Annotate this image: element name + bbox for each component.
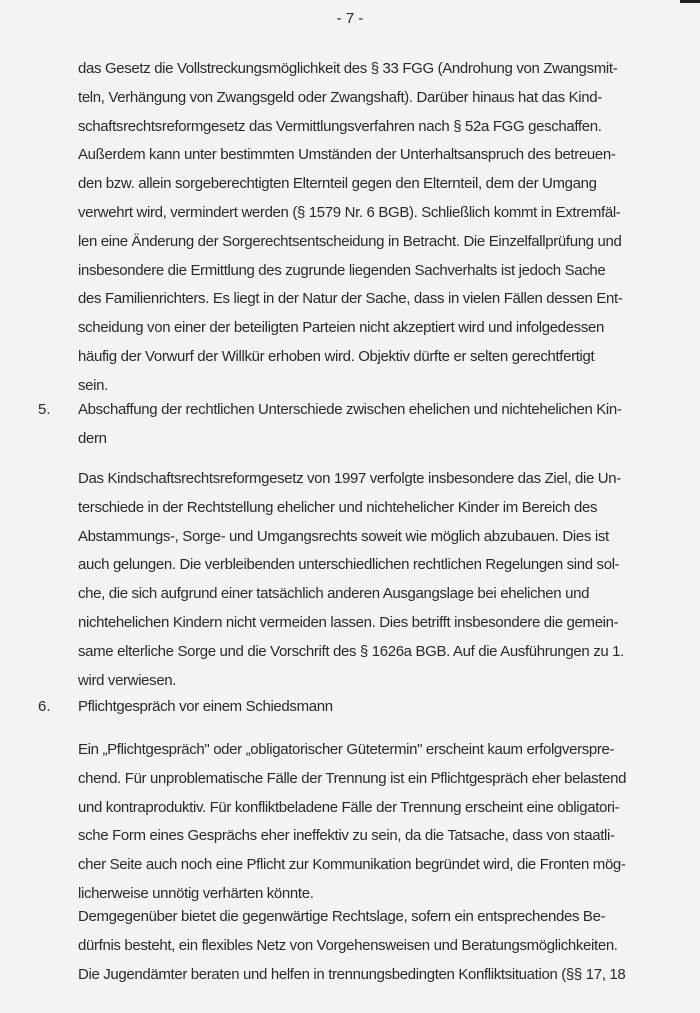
paragraph-line: Außerdem kann unter bestimmten Umständen der Unterhaltsanspruch des betreuen- xyxy=(78,146,616,164)
paragraph-line: den bzw. allein sorgeberechtigten Elternteil gegen den Elternteil, dem der Umgang xyxy=(78,175,597,193)
paragraph-line: des Familienrichters. Es liegt in der Natur der Sache, dass in vielen Fällen dessen Ent- xyxy=(78,290,623,308)
section-heading-line: Abschaffung der rechtlichen Unterschiede zwischen ehelichen und nichtehelichen Kin- xyxy=(78,401,622,418)
section-number: 6. xyxy=(38,698,51,715)
paragraph-line: licherweise unnötig verhärten könnte. xyxy=(78,885,314,902)
paragraph-line: Demgegenüber bietet die gegenwärtige Rechtslage, sofern ein entsprechendes Be- xyxy=(78,908,606,925)
section-heading-line: dern xyxy=(78,429,107,447)
paragraph-line: Ein „Pflichtgespräch" oder „obligatorischer Gütetermin" erscheint kaum erfolgverspre- xyxy=(78,741,615,758)
page-number: - 7 - xyxy=(336,10,364,27)
paragraph-line: terschiede in der Rechtstellung ehelicher und nichtehelicher Kinder im Bereich des xyxy=(78,498,598,516)
paragraph-line: wird verwiesen. xyxy=(78,671,177,689)
paragraph-line: teln, Verhängung von Zwangsgeld oder Zwangshaft). Darüber hinaus hat das Kind- xyxy=(78,88,602,106)
scan-edge xyxy=(680,0,700,3)
paragraph-line: sche Form eines Gesprächs eher ineffektiv zu sein, da die Tatsache, dass von staatli- xyxy=(78,827,615,845)
paragraph-line: dürfnis besteht, ein flexibles Netz von Vorgehensweisen und Beratungsmöglichkeiten. xyxy=(78,936,618,954)
paragraph-line: scheidung von einer der beteiligten Parteien nicht akzeptiert wird und infolgedessen xyxy=(78,319,604,337)
paragraph-line: chend. Für unproblematische Fälle der Trennung ist ein Pflichtgespräch eher belastend xyxy=(78,769,627,787)
paragraph-line: auch gelungen. Die verbleibenden unterschiedlichen rechtlichen Regelungen sind sol- xyxy=(78,556,620,574)
paragraph-line: len eine Änderung der Sorgerechtsentscheidung in Betracht. Die Einzelfallprüfung und xyxy=(78,232,622,250)
paragraph-line: che, die sich aufgrund einer tatsächlich anderen Ausgangslage bei ehelichen und xyxy=(78,585,590,603)
paragraph-line: same elterliche Sorge und die Vorschrift des § 1626a BGB. Auf die Ausführungen zu 1. xyxy=(78,642,624,660)
paragraph-line: das Gesetz die Vollstreckungsmöglichkeit des § 33 FGG (Androhung von Zwangsmit- xyxy=(78,60,618,77)
paragraph-line: Das Kindschaftsrechtsreformgesetz von 1997 verfolgte insbesondere das Ziel, die Un- xyxy=(78,470,621,487)
paragraph-line: häufig der Vorwurf der Willkür erhoben wird. Objektiv dürfte er selten gerechtfertigt xyxy=(78,348,595,365)
paragraph-line: schaftsrechtsreformgesetz das Vermittlungsverfahren nach § 52a FGG geschaffen. xyxy=(78,117,602,135)
paragraph-line: insbesondere die Ermittlung des zugrunde liegenden Sachverhalts ist jedoch Sache xyxy=(78,261,606,279)
paragraph-line: verwehrt wird, vermindert werden (§ 1579 Nr. 6 BGB). Schließlich kommt in Extremfäl- xyxy=(78,204,621,221)
paragraph-line: nichtehelichen Kindern nicht vermeiden lassen. Dies betrifft insbesondere die gemein- xyxy=(78,614,619,631)
paragraph-line: und kontraproduktiv. Für konfliktbeladene Fälle der Trennung erscheint eine obligatori- xyxy=(78,798,620,816)
paragraph-line: cher Seite auch noch eine Pflicht zur Kommunikation begründet wird, die Fronten mög- xyxy=(78,856,626,874)
section-heading-line: Pflichtgespräch vor einem Schiedsmann xyxy=(78,698,333,715)
paragraph-line: Die Jugendämter beraten und helfen in trennungsbedingten Konfliktsituation (§§ 17, 18 xyxy=(78,965,626,983)
paragraph-line: sein. xyxy=(78,376,108,394)
section-number: 5. xyxy=(38,401,51,418)
paragraph-line: Abstammungs-, Sorge- und Umgangsrechts soweit wie möglich abzubauen. Dies ist xyxy=(78,527,609,545)
